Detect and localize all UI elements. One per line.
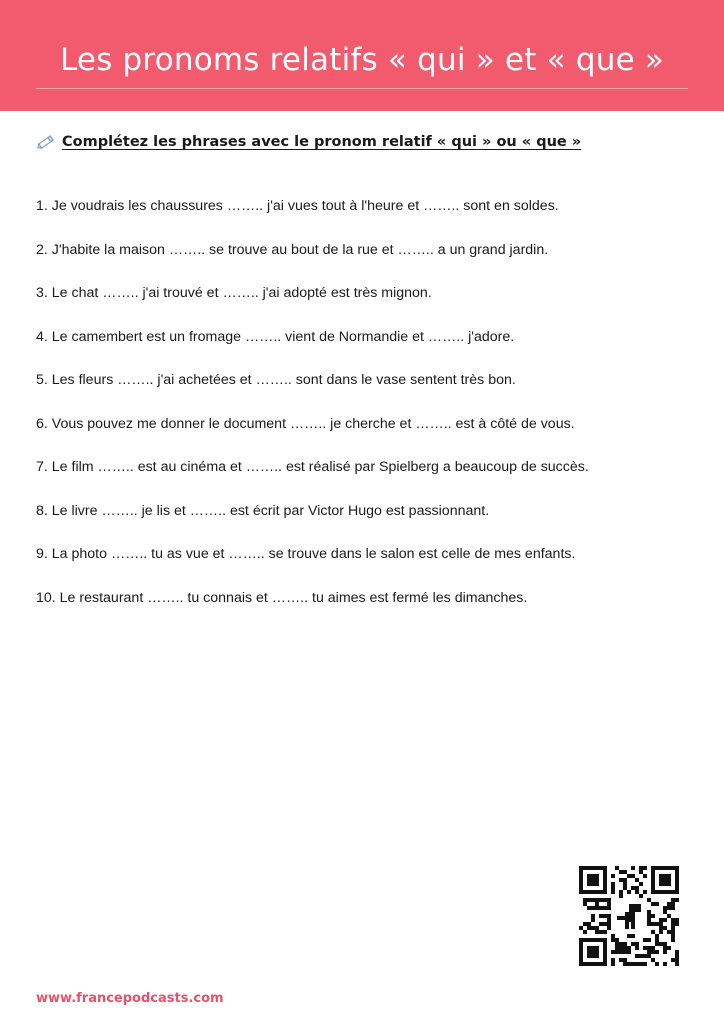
exercise-2: 2. J'habite la maison …….. se trouve au bout de la rue et …….. a un grand jardin. [36, 241, 549, 258]
exercise-7: 7. Le film …….. est au cinéma et …….. est réalisé par Spielberg a beaucoup de succès. [36, 459, 589, 475]
page-header [0, 0, 724, 111]
exercise-9: 9. La photo …….. tu as vue et …….. se trouve dans le salon est celle de mes enfants. [36, 546, 576, 562]
exercise-10: 10. Le restaurant …….. tu connais et …….. tu aimes est fermé les dimanches. [36, 589, 528, 606]
exercise-5: 5. Les fleurs …….. j'ai achetées et …….. sont dans le vase sentent très bon. [36, 372, 516, 388]
pencil-icon [36, 132, 56, 152]
exercise-list [36, 194, 589, 629]
exercise-3: 3. Le chat …….. j'ai trouvé et …….. j'ai adopté est très mignon. [36, 285, 432, 301]
qr-code[interactable] [579, 866, 679, 966]
exercise-1: 1. Je voudrais les chaussures …….. j'ai vues tout à l'heure et …….. sont en soldes. [36, 198, 559, 214]
footer-website-link[interactable]: www.francepodcasts.com [36, 991, 224, 1006]
header-divider [36, 88, 688, 89]
exercise-4: 4. Le camembert est un fromage …….. vient de Normandie et …….. j'adore. [36, 328, 515, 345]
page-title: Les pronoms relatifs « qui » et « que » [59, 42, 665, 78]
instruction-text: Complétez les phrases avec le pronom relatif « qui » ou « que » [62, 134, 582, 150]
exercise-6: 6. Vous pouvez me donner le document …….. je cherche et …….. est à côté de vous. [36, 415, 575, 432]
instruction [36, 130, 581, 154]
exercise-8: 8. Le livre …….. je lis et …….. est écrit par Victor Hugo est passionnant. [36, 502, 490, 519]
